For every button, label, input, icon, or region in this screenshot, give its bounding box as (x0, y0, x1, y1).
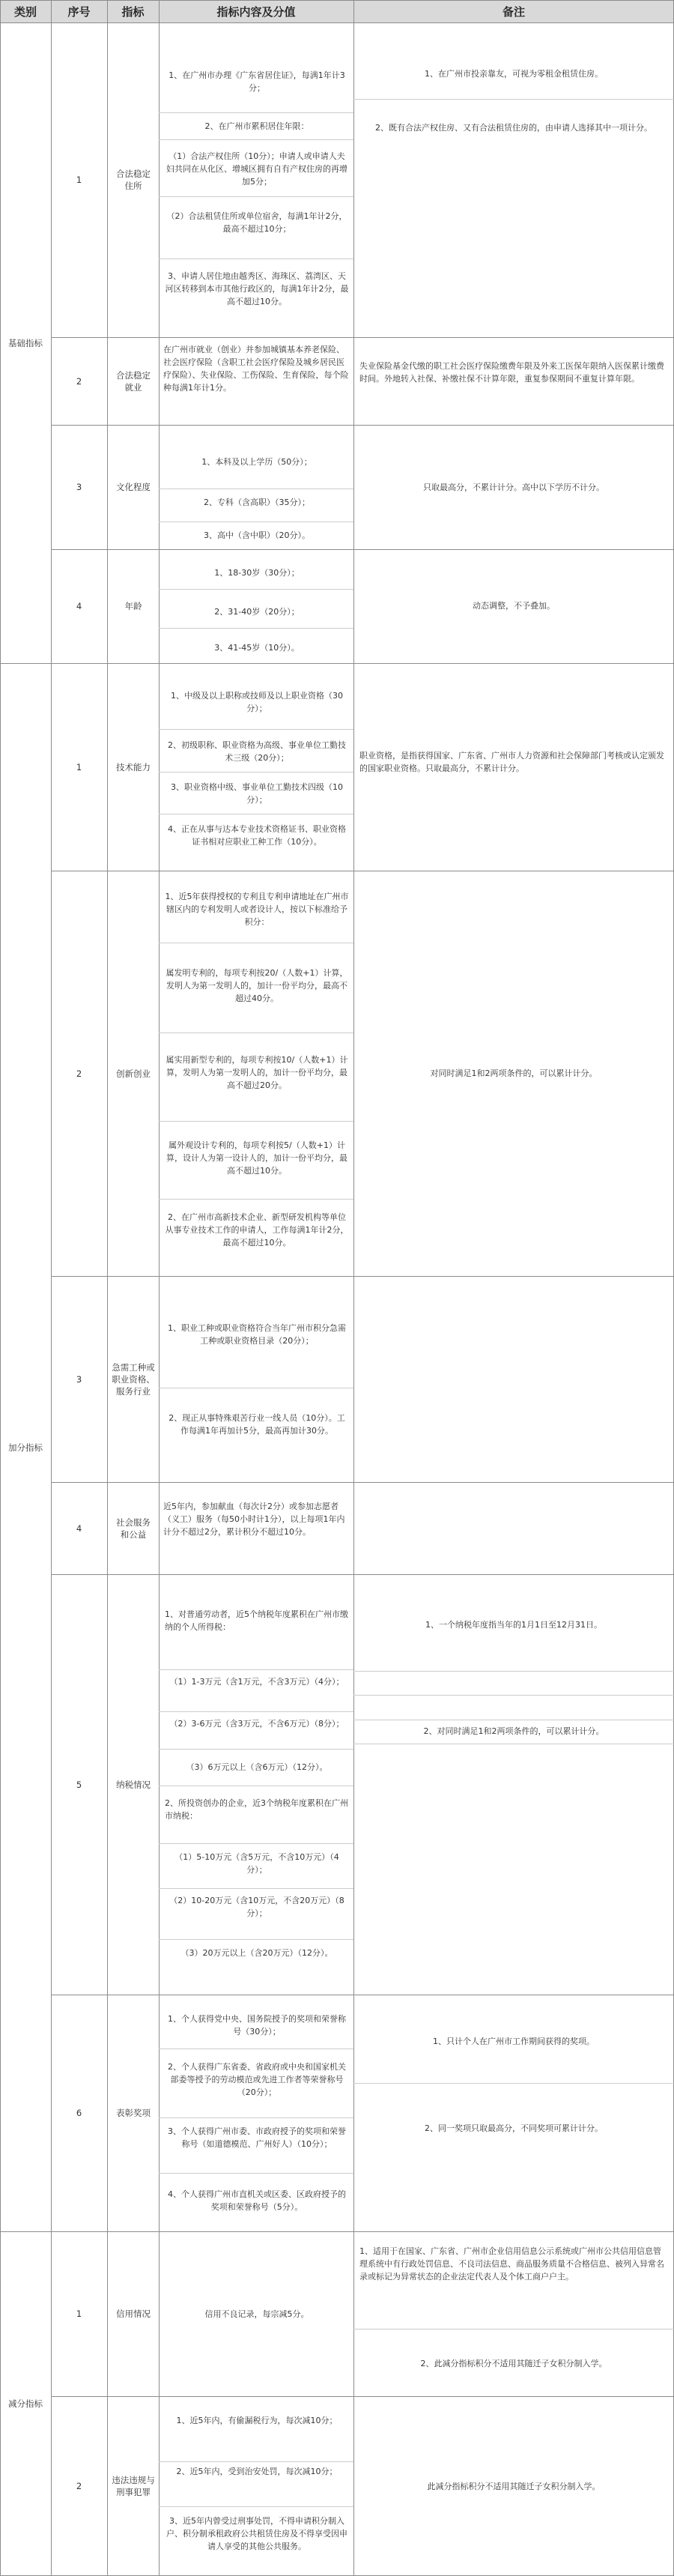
content-item: 1、近5年内，有偷漏税行为，每次减10分； (176, 2416, 338, 2425)
indicator-employment: 合法稳定就业 (116, 369, 151, 393)
index-number: 1 (76, 761, 82, 773)
index-number: 4 (76, 1523, 82, 1534)
remark-text: 此减分指标积分不适用其随迁子女积分制入学。 (427, 2482, 601, 2491)
content-item: 2、专科（含高职）（35分）； (204, 498, 310, 507)
header-index: 序号 (67, 4, 91, 19)
header-category: 类别 (13, 4, 37, 19)
remark-text: 失业保险基金代缴的职工社会医疗保险缴费年限及外来工医保年限纳入医保累计缴费时间。外地转入社保、补缴社保不计算年限，重复参保期间不重复计算年限。 (359, 361, 664, 384)
content-item: 1、职业工种或职业资格符合当年广州市积分急需工种或职业资格目录（20分）； (168, 1323, 346, 1346)
index-number: 4 (76, 601, 82, 611)
content-text: 在广州市就业（创业）并参加城镇基本养老保险、社会医疗保险（含职工社会医疗保险及城乡居民医疗保险）、失业保险、工伤保险、生育保险，每个险种每满1年计1分。 (163, 345, 349, 393)
content-item: 4、个人获得广州市直机关或区委、区政府授予的奖项和荣誉称号（5分）。 (168, 2189, 346, 2212)
indicator-tax: 纳税情况 (116, 1779, 151, 1790)
remark-item: 2、既有合法产权住房、又有合法租赁住房的，由申请人选择其中一项计分。 (375, 123, 652, 133)
content-item: 2、在广州市高新技术企业、新型研发机构等单位从事专业技术工作的申请人，工作每满1年计2分，最高不超过10分。 (165, 1212, 349, 1248)
index-number: 2 (76, 375, 82, 387)
remark-text: 只取最高分，不累计计分。高中以下学历不计分。 (423, 483, 604, 492)
content-item: 属实用新型专利的，每项专利按10/（人数+1）计算，发明人为第一发明人的，加计一份平均分，最高不超过20分。 (166, 1055, 348, 1090)
content-text: 信用不良记录，每宗减5分。 (204, 2309, 309, 2319)
content-item: 属外观设计专利的，每项专利按5/（人数+1）计算，设计人为第一设计人的，加计一份平均分，最高不超过10分。 (166, 1140, 347, 1176)
content-item: 3、高中（含中职）（20分）。 (204, 530, 310, 540)
content-item: 2、31-40岁（20分）； (214, 607, 300, 617)
content-item: 3、41-45岁（10分）。 (214, 643, 300, 653)
indicator-residence: 合法稳定住所 (116, 169, 151, 191)
content-item: 3、职业资格中级、事业单位工勤技术四级（10分）； (171, 782, 343, 805)
index-number: 1 (76, 175, 82, 185)
category-deduct: 减分指标 (8, 2398, 43, 2409)
content-item: （2）合法租赁住所或单位宿舍，每满1年计2分，最高不超过10分； (166, 211, 347, 234)
header-content: 指标内容及分值 (216, 4, 296, 19)
indicator-social: 社会服务和公益 (116, 1517, 151, 1540)
remark-item: 2、此减分指标积分不适用其随迁子女积分制入学。 (420, 2359, 607, 2368)
content-item: 1、近5年获得授权的专利且专利申请地址在广州市辖区内的专利发明人或者设计人，按以下标准给予积分： (165, 892, 349, 927)
content-item: （1）1-3万元（含1万元，不含3万元）（4分）； (169, 1677, 344, 1687)
content-item: 3、近5年内曾受过刑事处罚，不得申请积分制入户、积分制承租政府公共租赁住房及不得享受因申请人享受的其他公共服务。 (166, 2516, 347, 2551)
index-number: 3 (76, 482, 82, 492)
content-text: 近5年内，参加献血（每次计2分）或参加志愿者（义工）服务（每50小时计1分），以上每项1年内计分不超过2分，累计积分不超过10分。 (163, 1502, 345, 1537)
indicator-education: 文化程度 (116, 482, 151, 492)
content-item: 1、对普通劳动者，近5个纳税年度累积在广州市缴纳的个人所得税： (165, 1609, 348, 1632)
remark-item: 2、同一奖项只取最高分，不同奖项可累计计分。 (425, 2123, 603, 2133)
content-item: 2、个人获得广东省委、省政府或中央和国家机关部委等授予的劳动模范或先进工作者等荣誉称号（20分）； (168, 2062, 346, 2097)
index-number: 2 (76, 2480, 82, 2491)
indicator-shortage: 急需工种或职业资格、服务行业 (112, 1361, 155, 1397)
remark-item: 1、在广州市投亲靠友，可视为零租金租赁住房。 (425, 69, 603, 79)
content-item: 1、个人获得党中央、国务院授予的奖项和荣誉称号（30分）； (168, 2014, 346, 2037)
content-item: 2、在广州市累积居住年限： (204, 121, 309, 131)
category-bonus: 加分指标 (8, 1442, 43, 1453)
remark-text: 职业资格，是指获得国家、广东省、广州市人力资源和社会保障部门考核或认定颁发的国家职业资格。只取最高分，不累计计分。 (359, 751, 664, 773)
header-remark: 备注 (502, 4, 525, 19)
remark-text: 对同时满足1和2两项条件的，可以累计计分。 (430, 1068, 598, 1078)
content-item: 3、申请人居住地由越秀区、海珠区、荔湾区、天河区转移到本市其他行政区的，每满1年计2分，最高不超过10分。 (165, 271, 349, 306)
content-item: （1）5-10万元（含5万元，不含10万元）（4分）； (174, 1852, 339, 1875)
content-item: 3、个人获得广州市委、市政府授予的奖项和荣誉称号（如道德模范、广州好人）（10分）； (168, 2126, 346, 2149)
indicator-honor: 表彰奖项 (116, 2108, 151, 2118)
content-item: （1）合法产权住所（10分）；申请人或申请人夫妇共同在从化区、增城区拥有自有产权住房的再增加5分； (166, 151, 347, 187)
index-number: 5 (76, 1779, 82, 1790)
content-item: 1、中级及以上职称或技师及以上职业资格（30分）； (171, 691, 343, 713)
index-number: 1 (76, 2309, 82, 2319)
remark-item: 1、只计个人在广州市工作期间获得的奖项。 (433, 2037, 595, 2046)
indicator-credit: 信用情况 (116, 2309, 151, 2319)
content-item: 1、在广州市办理《广东省居住证》，每满1年计3分； (168, 70, 345, 93)
header-indicator: 指标 (121, 4, 145, 19)
content-item: 1、本科及以上学历（50分）； (201, 457, 312, 467)
content-item: 2、所投资创办的企业，近3个纳税年度累积在广州市纳税： (165, 1798, 348, 1821)
content-item: 2、现正从事特殊艰苦行业一线人员（10分）。工作每满1年再加计5分，最高再加计30分。 (168, 1413, 345, 1436)
content-item: 4、正在从事与达本专业技术资格证书、职业资格证书相对应职业工种工作（10分）。 (168, 824, 346, 847)
content-item: 属发明专利的，每项专利按20/（人数+1）计算，发明人为第一发明人的，加计一份平均分，最高不超过40分。 (166, 968, 348, 1003)
index-number: 3 (76, 1373, 82, 1385)
remark-item: 1、适用于在国家、广东省、广州市企业信用信息公示系统或广州市公共信用信息管理系统中有行政处罚信息、不良司法信息、商品服务质量不合格信息、被列入异常名录或标记为异常状态的企业法定代表人及个体工商户户主。 (359, 2246, 664, 2282)
index-number: 2 (76, 1068, 82, 1079)
indicator-innovation: 创新创业 (116, 1068, 151, 1079)
content-item: （3）20万元以上（含20万元）（12分）。 (180, 1948, 333, 1958)
indicator-skill: 技术能力 (116, 761, 151, 773)
content-item: 1、18-30岁（30分）； (214, 568, 300, 578)
remark-item: 1、一个纳税年度指当年的1月1日至12月31日。 (425, 1620, 602, 1630)
content-item: （2）3-6万元（含3万元，不含6万元）（8分）； (169, 1719, 344, 1729)
indicator-crime: 违法违规与刑事犯罪 (112, 2474, 155, 2497)
indicator-age: 年龄 (124, 601, 142, 611)
category-basic: 基础指标 (8, 337, 43, 348)
content-item: （3）6万元以上（含6万元）（12分）。 (186, 1762, 328, 1772)
remark-item: 2、对同时满足1和2两项条件的，可以累计计分。 (423, 1726, 604, 1736)
remark-text: 动态调整，不予叠加。 (473, 601, 555, 611)
content-item: 2、近5年内，受到治安处罚，每次减10分； (176, 2467, 338, 2476)
content-item: 2、初级职称、职业资格为高级、事业单位工勤技术三级（20分）； (168, 740, 346, 763)
content-item: （2）10-20万元（含10万元，不含20万元）（8分）； (169, 1896, 344, 1918)
index-number: 6 (76, 2108, 82, 2118)
